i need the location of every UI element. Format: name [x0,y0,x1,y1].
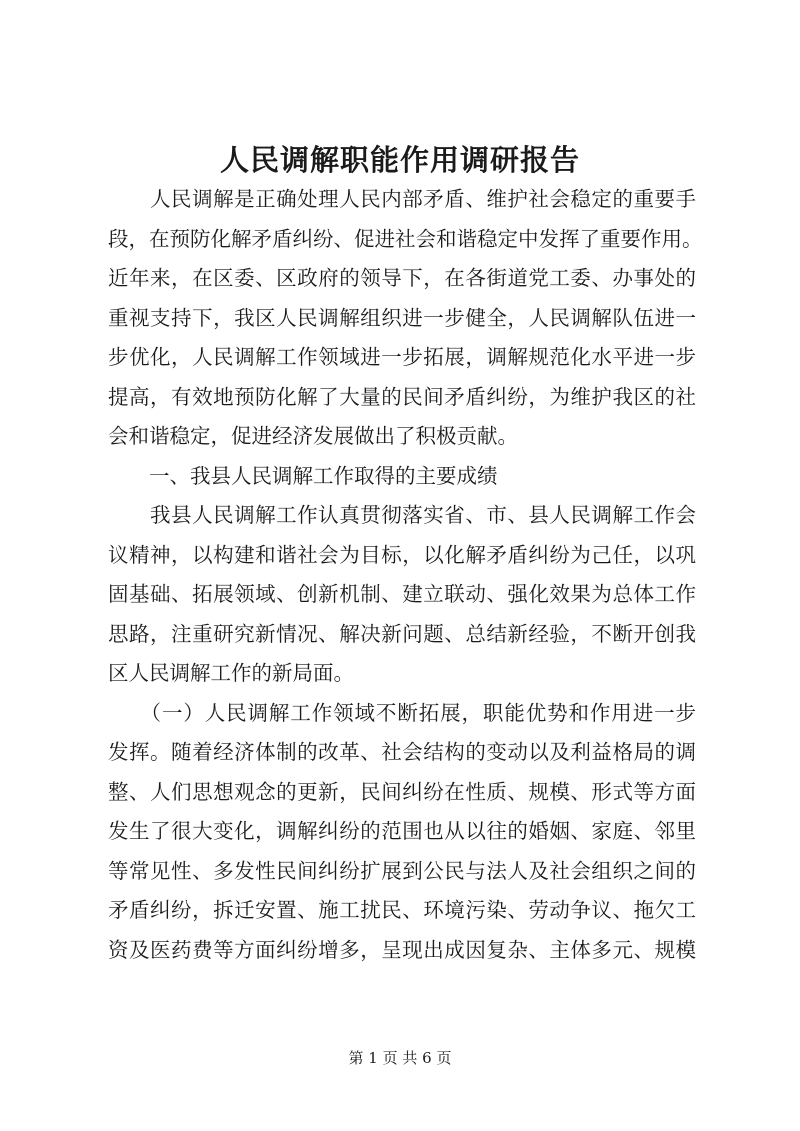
document-body [108,180,703,970]
text-line: 思路，注重研究新情况、解决新问题、总结新经验，不断开创我 [108,621,696,646]
text-line: 我县人民调解工作认真贯彻落实省、市、县人民调解工作会 [108,503,696,527]
text-line: 等常见性、多发性民间纠纷扩展到公民与法人及社会组织之间的 [108,858,696,883]
text-line: 近年来，在区委、区政府的领导下，在各街道党工委、办事处的 [108,266,696,290]
section-heading: 一、我县人民调解工作取得的主要成绩 [108,463,498,488]
document-title: 人民调解职能作用调研报告 [219,143,580,177]
text-line: 人民调解是正确处理人民内部矛盾、维护社会稳定的重要手 [108,187,696,211]
text-line: 步优化，人民调解工作领域进一步拓展，调解规范化水平进一步 [108,345,696,369]
page-footer: 第 1 页 共 6 页 [348,1049,452,1067]
text-line: 整、人们思想观念的更新，民间纠纷在性质、规模、形式等方面 [108,779,696,804]
text-line: 议精神，以构建和谐社会为目标，以化解矛盾纠纷为己任，以巩 [108,542,696,567]
text-line: 提高，有效地预防化解了大量的民间矛盾纠纷，为维护我区的社 [108,384,696,409]
text-line: （一）人民调解工作领域不断拓展，职能优势和作用进一步 [108,700,696,725]
text-line: 发生了很大变化，调解纠纷的范围也从以往的婚姻、家庭、邻里 [108,819,696,843]
text-line: 会和谐稳定，促进经济发展做出了积极贡献。 [108,424,518,448]
text-line: 矛盾纠纷，拆迁安置、施工扰民、环境污染、劳动争议、拖欠工 [108,898,696,922]
text-line: 资及医药费等方面纠纷增多，呈现出成因复杂、主体多元、规模 [108,937,696,962]
text-line: 段，在预防化解矛盾纠纷、促进社会和谐稳定中发挥了重要作用。 [108,226,703,251]
text-line: 重视支持下，我区人民调解组织进一步健全，人民调解队伍进一 [108,305,696,330]
text-line: 区人民调解工作的新局面。 [108,661,354,685]
text-line: 固基础、拓展领域、创新机制、建立联动、强化效果为总体工作 [108,582,696,606]
text-line: 发挥。随着经济体制的改革、社会结构的变动以及利益格局的调 [108,740,696,764]
